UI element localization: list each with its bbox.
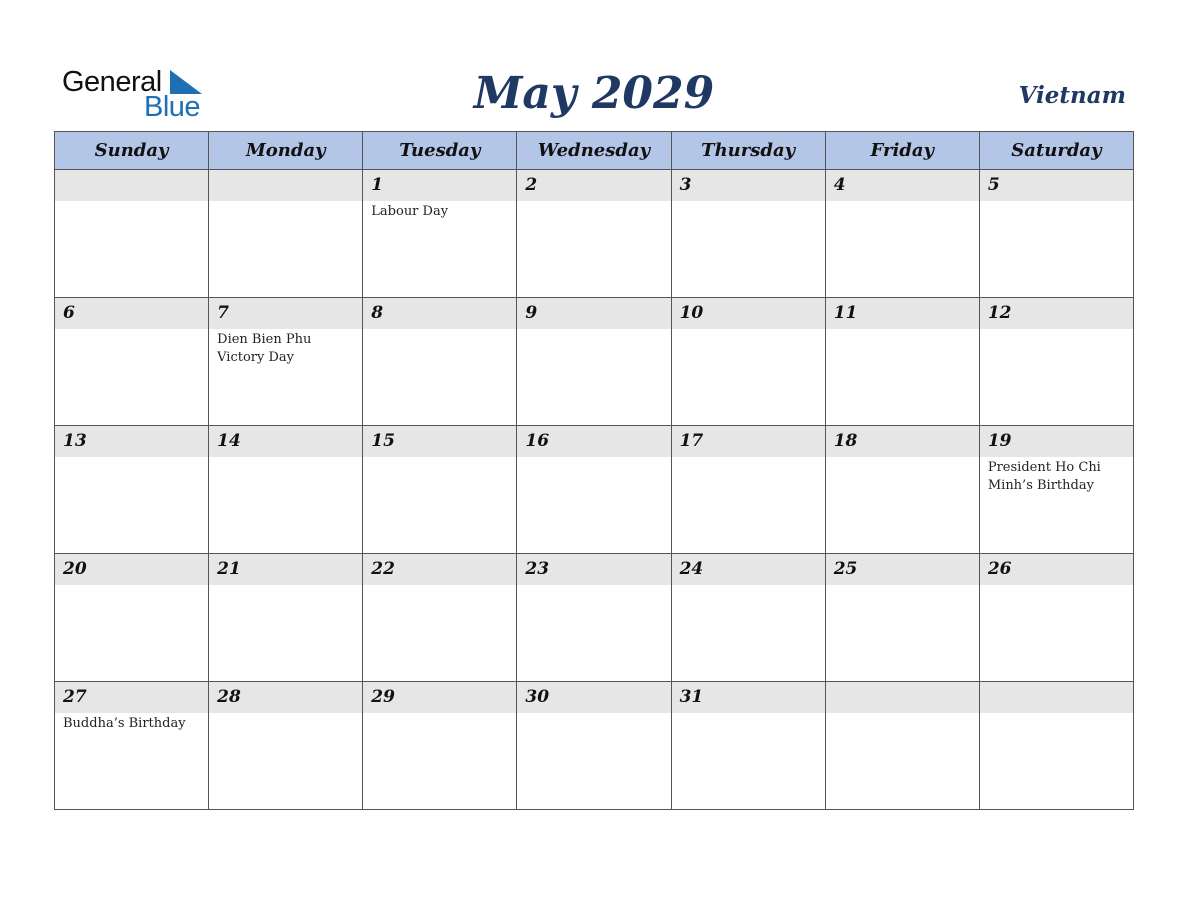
day-number: 16 [517, 426, 670, 457]
day-number: 14 [209, 426, 362, 457]
day-number: 10 [672, 298, 825, 329]
holiday-label [672, 585, 825, 587]
day-cell [55, 170, 209, 298]
day-number: 9 [517, 298, 670, 329]
day-number: 2 [517, 170, 670, 201]
day-number: 3 [672, 170, 825, 201]
day-cell [517, 682, 671, 810]
day-number: 31 [672, 682, 825, 713]
calendar-body [55, 170, 1134, 810]
day-number [209, 170, 362, 201]
day-number [826, 682, 979, 713]
day-number: 20 [55, 554, 208, 585]
holiday-label [363, 713, 516, 715]
day-cell [209, 170, 363, 298]
day-number: 6 [55, 298, 208, 329]
day-cell [671, 426, 825, 554]
day-cell [55, 298, 209, 426]
day-cell [517, 426, 671, 554]
logo-word-general: General [62, 66, 162, 98]
week-row [55, 170, 1134, 298]
week-row [55, 682, 1134, 810]
day-number: 12 [980, 298, 1133, 329]
day-number: 28 [209, 682, 362, 713]
generalblue-logo [62, 66, 212, 122]
day-number: 11 [826, 298, 979, 329]
holiday-label [517, 329, 670, 331]
holiday-label [517, 585, 670, 587]
holiday-label [55, 329, 208, 331]
day-cell [671, 170, 825, 298]
day-number: 13 [55, 426, 208, 457]
day-number: 25 [826, 554, 979, 585]
country-label: Vietnam [1018, 82, 1126, 109]
day-number: 8 [363, 298, 516, 329]
holiday-label: Labour Day [371, 204, 449, 219]
weekday-saturday: Saturday [979, 132, 1133, 170]
day-number: 29 [363, 682, 516, 713]
day-number: 7 [209, 298, 362, 329]
day-number: 30 [517, 682, 670, 713]
holiday-label [55, 457, 208, 459]
day-cell [825, 298, 979, 426]
week-row [55, 426, 1134, 554]
holiday-label: President Ho Chi Minh’s Birthday [987, 460, 1101, 493]
day-cell [517, 170, 671, 298]
day-cell [55, 554, 209, 682]
holiday-label [363, 329, 516, 331]
holiday-label [209, 457, 362, 459]
day-cell [979, 170, 1133, 298]
day-cell [55, 426, 209, 554]
week-row [55, 554, 1134, 682]
holiday-label [980, 201, 1133, 203]
holiday-label [55, 201, 208, 203]
holiday-label [826, 713, 979, 715]
day-number: 23 [517, 554, 670, 585]
day-cell [363, 554, 517, 682]
holiday-label [826, 329, 979, 331]
holiday-label [672, 201, 825, 203]
holiday-label [672, 457, 825, 459]
weekday-friday: Friday [825, 132, 979, 170]
holiday-label [826, 201, 979, 203]
holiday-label [517, 201, 670, 203]
calendar-title: May 2029 [473, 68, 715, 119]
day-cell [825, 426, 979, 554]
day-number: 17 [672, 426, 825, 457]
day-number: 1 [363, 170, 516, 201]
week-row [55, 298, 1134, 426]
day-number: 18 [826, 426, 979, 457]
weekday-wednesday: Wednesday [517, 132, 671, 170]
holiday-label [980, 329, 1133, 331]
day-number: 4 [826, 170, 979, 201]
holiday-label [363, 457, 516, 459]
day-number: 26 [980, 554, 1133, 585]
weekday-header-row [55, 132, 1134, 170]
day-cell [517, 554, 671, 682]
weekday-tuesday: Tuesday [363, 132, 517, 170]
day-cell [209, 682, 363, 810]
day-cell [979, 554, 1133, 682]
holiday-label [209, 713, 362, 715]
day-cell [825, 682, 979, 810]
holiday-label [517, 713, 670, 715]
day-number: 27 [55, 682, 208, 713]
day-cell [517, 298, 671, 426]
weekday-thursday: Thursday [671, 132, 825, 170]
month-calendar [54, 131, 1134, 810]
holiday-label [363, 585, 516, 587]
holiday-label [826, 585, 979, 587]
holiday-label [517, 457, 670, 459]
holiday-label [672, 713, 825, 715]
day-cell [363, 682, 517, 810]
day-cell [671, 298, 825, 426]
holiday-label [55, 585, 208, 587]
day-number [55, 170, 208, 201]
day-cell [671, 554, 825, 682]
weekday-sunday: Sunday [55, 132, 209, 170]
day-number: 19 [980, 426, 1133, 457]
day-number [980, 682, 1133, 713]
day-cell [209, 298, 363, 426]
holiday-label [980, 713, 1133, 715]
day-cell [979, 426, 1133, 554]
holiday-label: Dien Bien Phu Victory Day [217, 332, 312, 365]
holiday-label [672, 329, 825, 331]
day-number: 22 [363, 554, 516, 585]
day-cell [363, 298, 517, 426]
day-cell [363, 170, 517, 298]
day-cell [209, 426, 363, 554]
holiday-label [826, 457, 979, 459]
day-number: 21 [209, 554, 362, 585]
day-cell [209, 554, 363, 682]
day-cell [825, 170, 979, 298]
holiday-label [980, 585, 1133, 587]
day-number: 15 [363, 426, 516, 457]
day-cell [979, 298, 1133, 426]
day-number: 24 [672, 554, 825, 585]
day-cell [363, 426, 517, 554]
day-cell [825, 554, 979, 682]
holiday-label [209, 585, 362, 587]
logo-word-blue: Blue [144, 91, 201, 123]
holiday-label [209, 201, 362, 203]
day-cell [671, 682, 825, 810]
day-number: 5 [980, 170, 1133, 201]
holiday-label: Buddha’s Birthday [63, 716, 186, 731]
weekday-monday: Monday [209, 132, 363, 170]
day-cell [979, 682, 1133, 810]
day-cell [55, 682, 209, 810]
